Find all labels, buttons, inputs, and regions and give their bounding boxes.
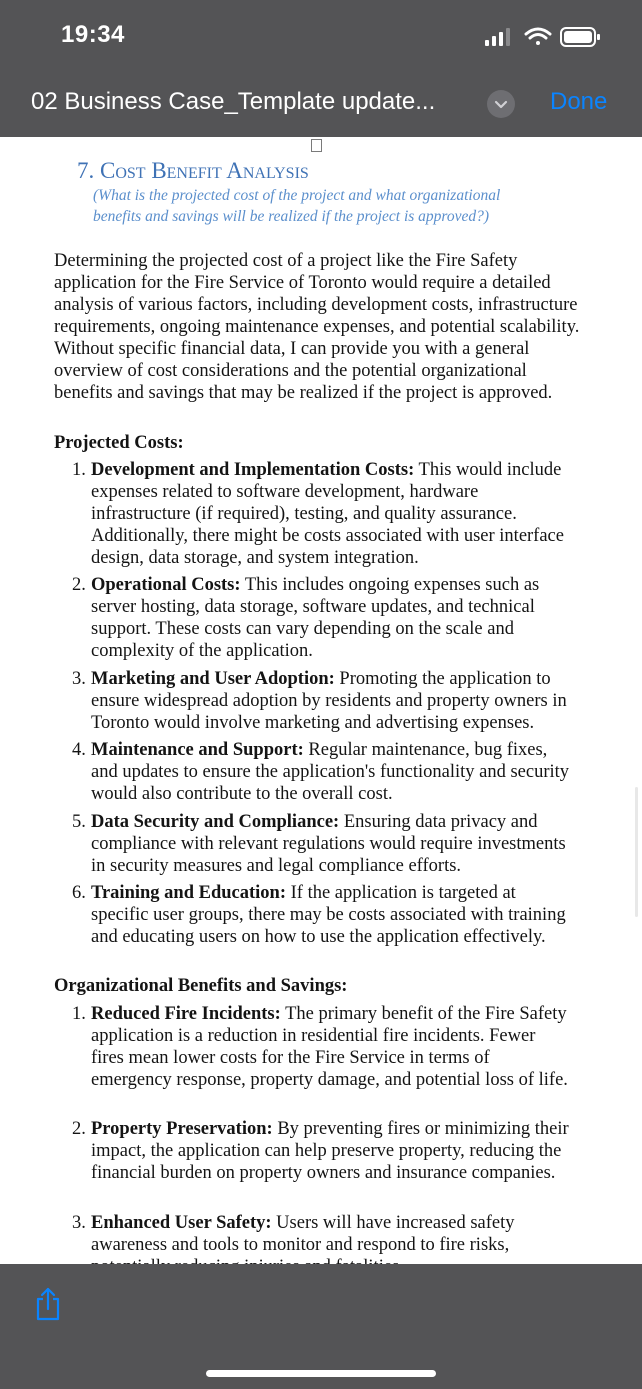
list-item: 4. Maintenance and Support: Regular maintenance, bug fixes, and updates to ensure the application's functionality and security would also contribute to the overall cost. xyxy=(72,740,570,804)
battery-icon xyxy=(561,28,600,46)
list-item: 5. Data Security and Compliance: Ensuring data privacy and compliance with relevant regulations would require investments in security measures and legal compliance efforts. xyxy=(72,812,566,876)
share-button[interactable] xyxy=(33,1286,63,1322)
signal-icon xyxy=(485,28,510,46)
checkbox-glyph xyxy=(311,139,322,152)
status-icons xyxy=(484,24,604,50)
document-title: 02 Business Case_Template update... xyxy=(31,88,436,115)
benefits-heading: Organizational Benefits and Savings: xyxy=(54,976,348,996)
costs-heading: Projected Costs: xyxy=(54,433,184,453)
chevron-down-icon xyxy=(487,90,515,118)
title-menu-button[interactable] xyxy=(487,90,515,118)
section-heading: 7. Cost Benefit Analysis xyxy=(77,158,309,183)
list-item: 3. Marketing and User Adoption: Promoting the application to ensure widespread adoption by residents and property owners in Toronto would involve marketing and advertising expenses. xyxy=(72,669,567,733)
scroll-indicator[interactable] xyxy=(635,787,638,917)
wifi-icon xyxy=(526,29,550,45)
list-item: 3. Enhanced User Safety: Users will have increased safety awareness and tools to monitor and respond to fire risks, xyxy=(72,1213,515,1255)
list-item: 2. Property Preservation: By preventing fires or minimizing their impact, the application can help preserve property, reducing the financial burden on property owners and insurance companies. xyxy=(72,1119,569,1183)
document-view[interactable] xyxy=(0,137,642,1264)
list-item: 2. Operational Costs: This includes ongoing expenses such as server hosting, data storage, software updates, and technical support. These costs can vary depending on the scale and complexity of the application. xyxy=(72,575,540,661)
bottom-toolbar xyxy=(0,1264,642,1389)
status-time: 19:34 xyxy=(61,21,125,48)
list-item: 1. Reduced Fire Incidents: The primary benefit of the Fire Safety application is a reduction in residential fire incidents. Fewer fires mean lower costs for the Fire Service in terms of emergency response, property damage, and potential loss of life. xyxy=(72,1004,568,1090)
intro-paragraph: Determining the projected cost of a project like the Fire Safety application for the Fire Service of Toronto would require a detailed analysis of various factors, including development costs, infrastructure requirements, ongoing maintenance expenses, and potential scalability. Without specific financial data, I can provide you with a general overview of cost considerations and the potential organizational benefits and savings that may be realized if the project is approved. xyxy=(54,251,580,403)
section-subheading: (What is the projected cost of the project and what organizational benefits and savings will be realized if the project is approved?) xyxy=(93,187,501,225)
list-item: 6. Training and Education: If the application is targeted at specific user groups, there may be costs associated with training and educating users on how to use the application effectively. xyxy=(72,883,566,947)
done-button[interactable]: Done xyxy=(550,88,608,115)
home-indicator[interactable] xyxy=(206,1370,436,1377)
share-icon xyxy=(33,1286,63,1322)
list-item: 1. Development and Implementation Costs: This would include expenses related to software development, hardware infrastructure (if required), testing, and quality assurance. Additionally, there might be costs associated with user interface design, data storage, and system integration. xyxy=(72,460,564,568)
top-bar xyxy=(0,0,642,137)
